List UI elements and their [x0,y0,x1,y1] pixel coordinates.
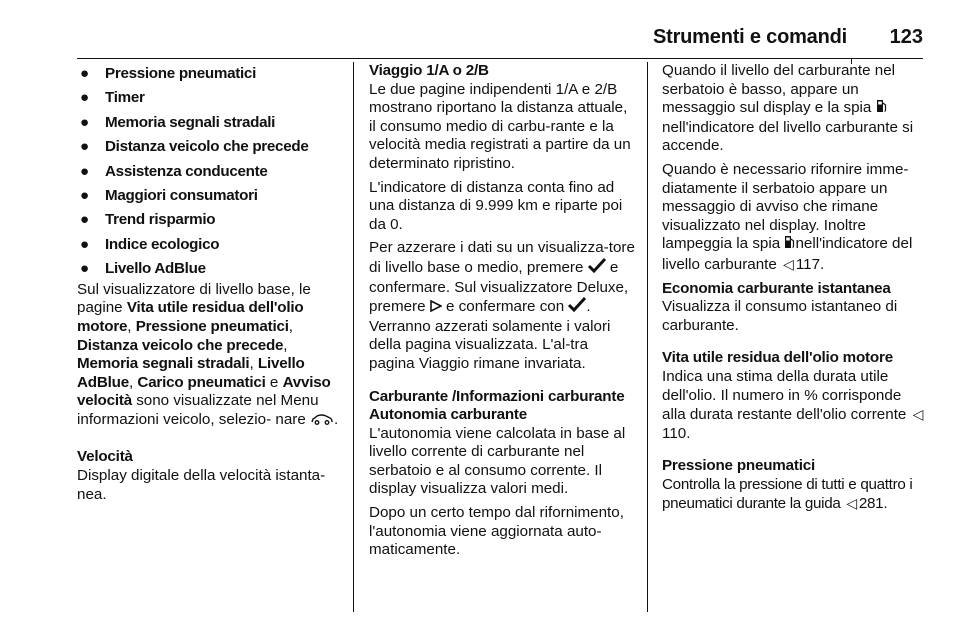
olio-heading: Vita utile residua dell'olio motore [662,349,893,367]
velocita-heading: Velocità [77,448,133,466]
livello-basso-text: Quando il livello del carburante nel serbatoio è basso, appare un messaggio sul display e la spia nell'indicatore del livello carburante si accende. [662,62,914,155]
bullet-icon: ● [80,186,89,204]
page-ref-icon: ◁ [846,495,857,512]
base-display-paragraph: Sul visualizzatore di livello base, le pagine Vita utile residua dell'olio motore, Pressione pneumatici, Distanza veicolo che precede, Memoria segnali stradali, Livello AdBlue, Carico pneumatici e Avviso velocità sono visualizzate nel Menu informazioni veicolo, selezio- nare . [77,281,345,431]
autonomia-text: L'autonomia viene calcolata in base al livello corrente di carburante nel serbatoio e al consumo corrente. Il display visualizza valori medi. [369,424,626,498]
info-page-list [77,65,345,279]
economia-heading: Economia carburante istantanea [662,279,891,297]
economia-text: Visualizza il consumo istantaneo di carburante. [662,298,898,334]
car-icon [310,412,334,431]
column-3 [662,62,926,519]
bullet-icon: ● [80,65,89,82]
viaggio-text: Le due pagine indipendenti 1/A e 2/B mostrano riportano la distanza attuale, il consumo medio di carbu-rante e la velocità media registrati a partire da un determinato ripristino. [369,80,631,172]
column-divider-1 [353,62,354,612]
column-2 [369,62,635,565]
list-item: ● Pressione pneumatici [80,65,256,82]
header-rule [77,58,923,59]
fuel-pump-icon [784,235,795,255]
page-header [0,22,960,62]
checkmark-icon [568,297,586,318]
list-item: ● Assistenza conducente [80,162,268,180]
fuel-pump-icon [876,99,887,119]
olio-text: Indica una stima della durata utile dell'olio. Il numero in % corrisponde alla durata restante dell'olio corrente ◁110. [662,367,924,442]
pneumatici-heading: Pressione pneumatici [662,457,815,475]
list-item: ● Timer [80,89,145,107]
list-item: ● Memoria segnali stradali [80,113,276,131]
section-title: Strumenti e comandi [652,26,847,48]
pneumatici-text: Controlla la pressione di tutti e quattro i pneumatici durante la guida ◁ 281. [662,475,913,513]
bullet-icon: ● [80,138,89,156]
next-arrow-icon [430,299,442,318]
list-item: ● Trend risparmio [80,211,216,229]
carburante-heading: Carburante /Informazioni carburante [369,387,625,405]
page-ref-icon: ◁ [912,406,924,423]
distanza-text: L'indicatore di distanza conta fino ad una distanza di 9.999 km e riparte poi da 0. [369,178,623,233]
bullet-icon: ● [80,260,89,278]
list-item: ● Livello AdBlue [80,260,206,278]
bullet-icon: ● [80,113,89,131]
rifornimento-text: Dopo un certo tempo dal rifornimento, l'autonomia viene aggiornata auto-maticamente. [369,504,624,559]
list-item: ● Indice ecologico [80,235,220,253]
autonomia-heading: Autonomia carburante [369,406,528,424]
checkmark-icon [588,258,606,279]
list-item: ● Maggiori consumatori [80,186,258,204]
list-item: ● Distanza veicolo che precede [80,138,309,156]
column-1 [77,62,345,509]
bullet-icon: ● [80,235,89,253]
page-number: 123 [889,26,923,48]
rifornire-text: Quando è necessario rifornire imme-diatamente il serbatoio appare un messaggio di avviso che rimane visualizzato nel display. Inoltre lampeggia la spia nell'indicatore del livello carburante ◁ 117. [662,160,913,273]
viaggio-heading: Viaggio 1/A o 2/B [369,62,489,79]
velocita-text: Display digitale della velocità istanta-nea. [77,467,326,503]
bullet-icon: ● [80,162,89,180]
column-divider-2 [647,62,648,612]
azzerare-text: Per azzerare i dati su un visualizza-tore di livello base o medio, premere e confermare. Sul visualizzatore Deluxe, premere e confermare con . Verranno azzerati solamente i valori della pagina visualizzata. L'al-tra pagina Viaggio rimane invariata. [369,239,635,372]
page-ref-icon: ◁ [783,255,794,272]
bullet-icon: ● [80,211,89,229]
bullet-icon: ● [80,89,89,107]
